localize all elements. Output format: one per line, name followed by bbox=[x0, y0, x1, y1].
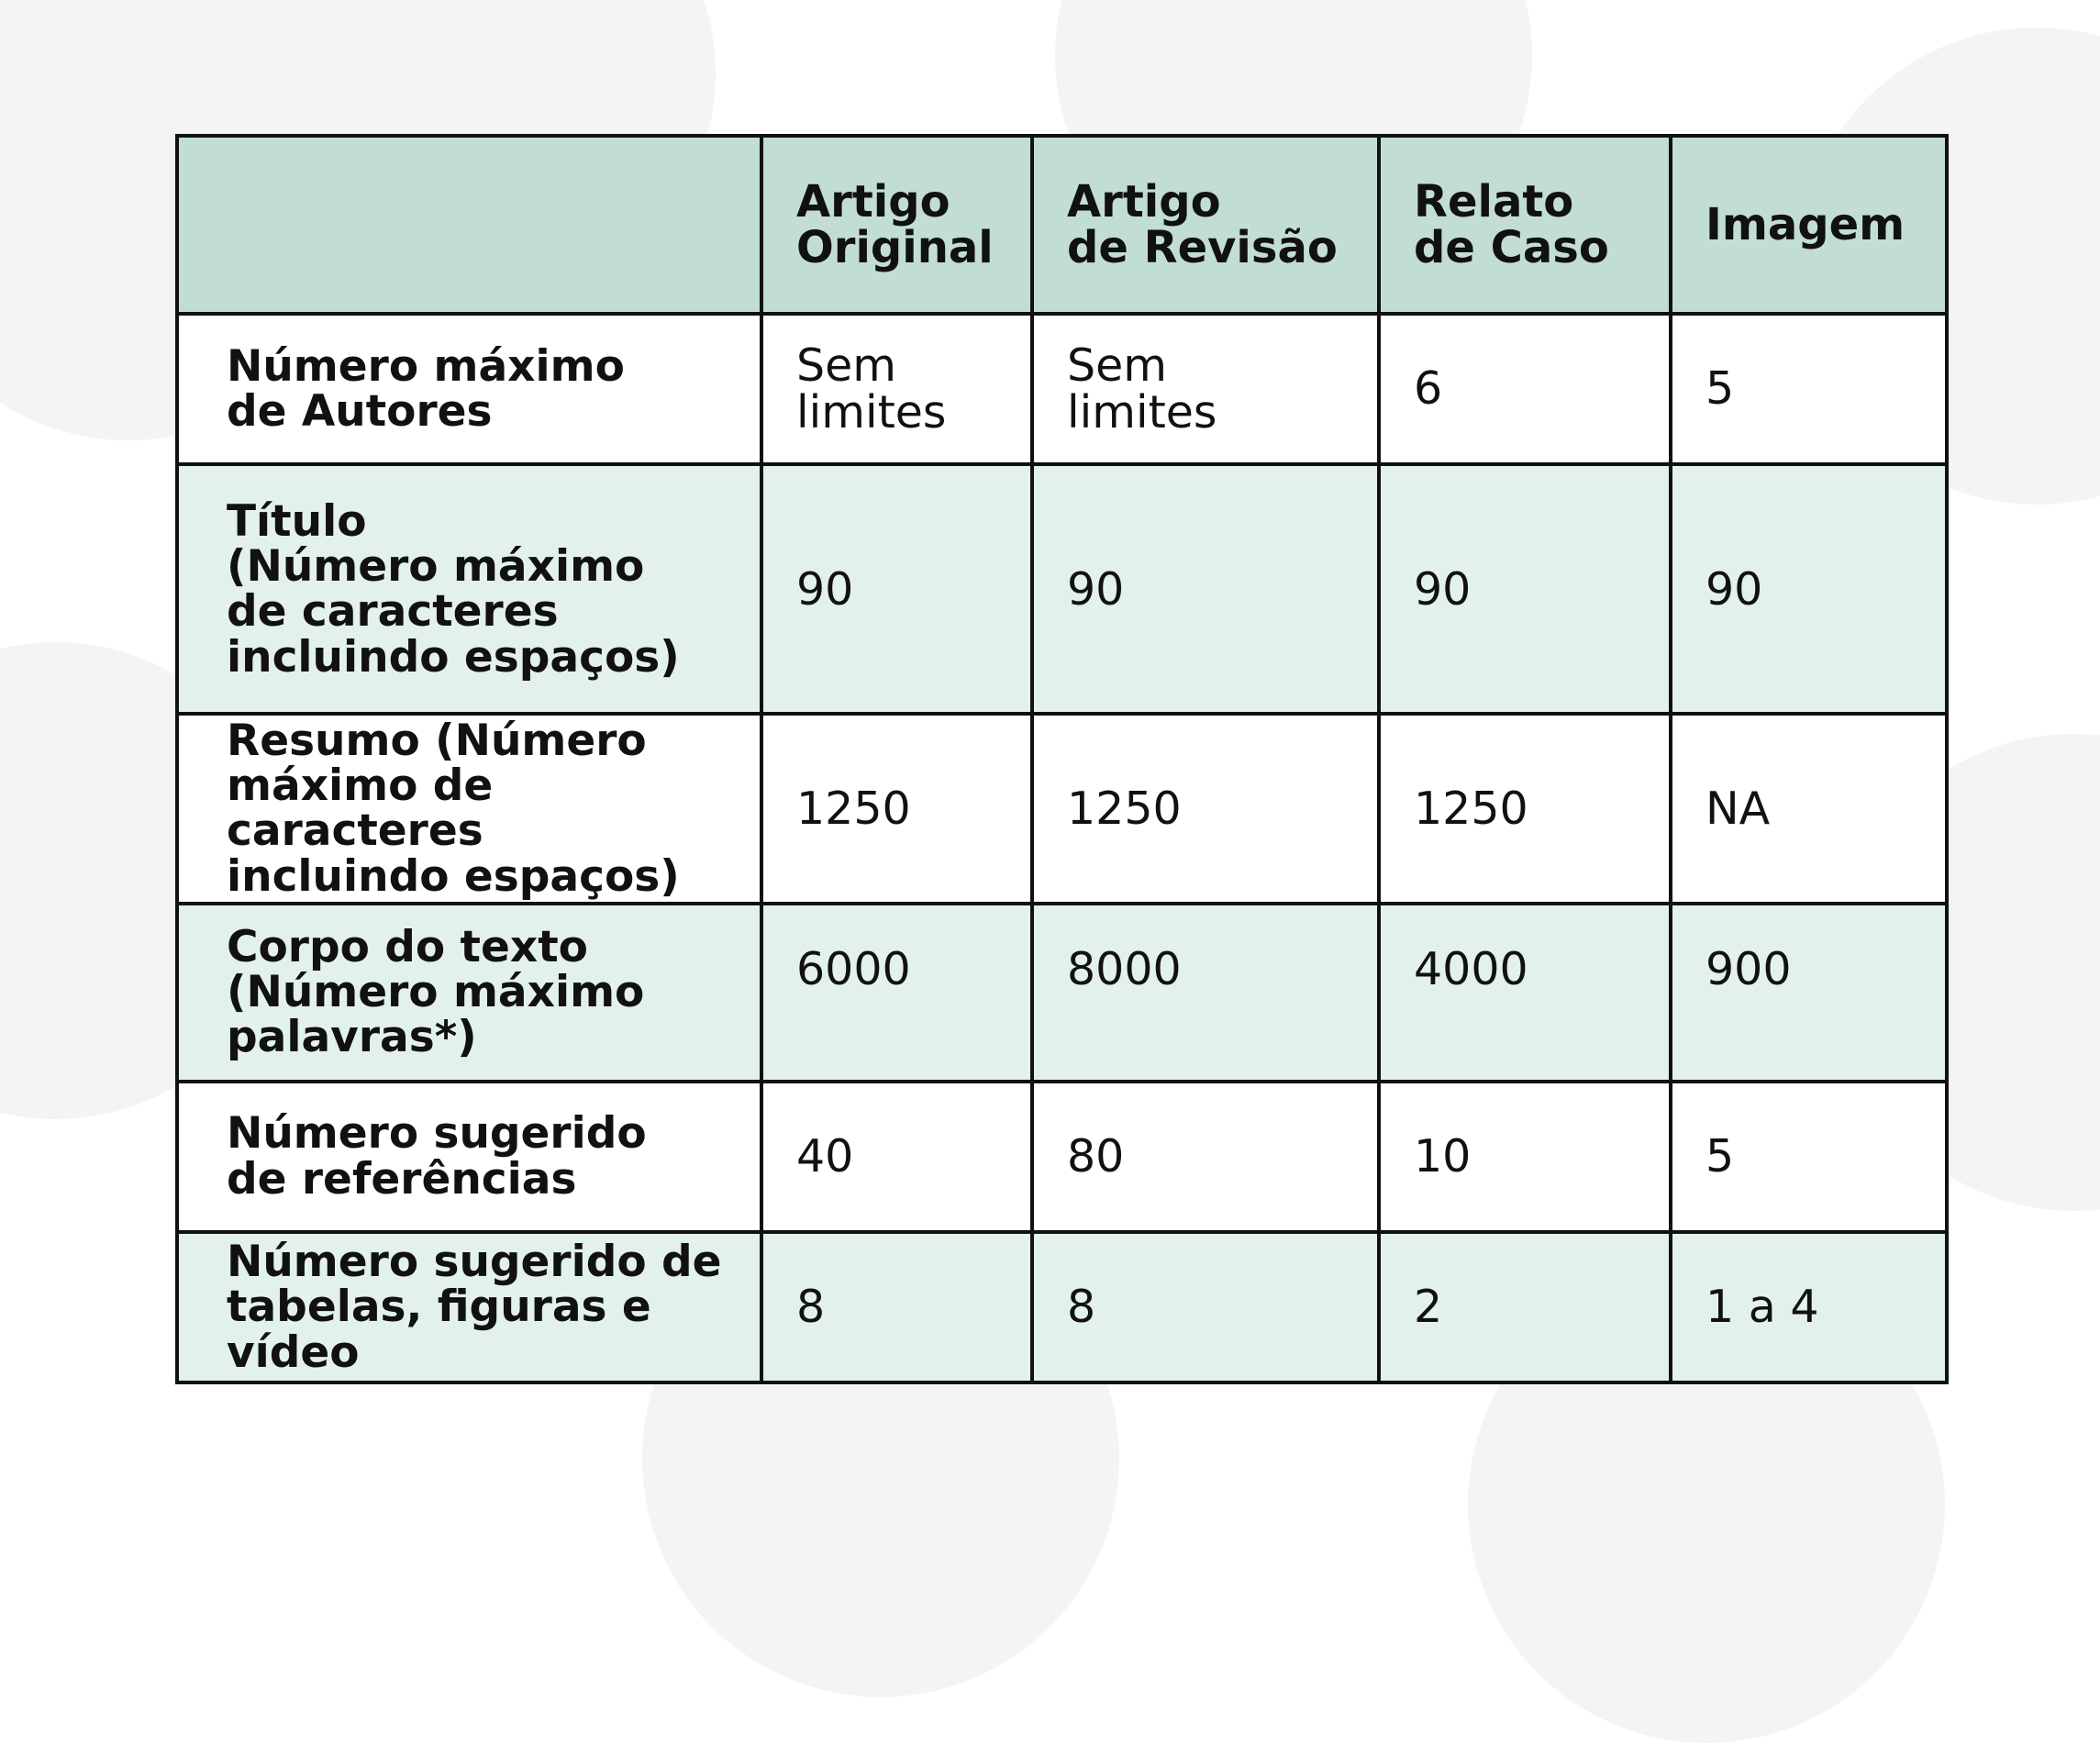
table-cell: 6 bbox=[1379, 314, 1671, 464]
header-empty-cell bbox=[177, 136, 761, 314]
table-cell: Sem limites bbox=[761, 314, 1032, 464]
table-cell: 40 bbox=[761, 1082, 1032, 1232]
table-row bbox=[177, 1232, 1947, 1382]
table-cell: 5 bbox=[1671, 1082, 1947, 1232]
table-row bbox=[177, 714, 1947, 903]
header-artigo-original: Artigo Original bbox=[761, 136, 1032, 314]
table-row bbox=[177, 314, 1947, 464]
table-row bbox=[177, 1082, 1947, 1232]
table-row bbox=[177, 904, 1947, 1082]
header-relato-caso: Relato de Caso bbox=[1379, 136, 1671, 314]
row-label-titulo: Título (Número máximo de caracteres incluindo espaços) bbox=[177, 464, 761, 714]
table-cell: 900 bbox=[1671, 904, 1947, 1082]
header-artigo-revisao: Artigo de Revisão bbox=[1032, 136, 1379, 314]
table-cell: 4000 bbox=[1379, 904, 1671, 1082]
table-cell: 6000 bbox=[761, 904, 1032, 1082]
submission-limits-table bbox=[175, 134, 1949, 1384]
row-label-autores: Número máximo de Autores bbox=[177, 314, 761, 464]
table-cell: 90 bbox=[1032, 464, 1379, 714]
table-cell: NA bbox=[1671, 714, 1947, 903]
table-cell: 5 bbox=[1671, 314, 1947, 464]
table-cell: 8000 bbox=[1032, 904, 1379, 1082]
table-cell: 90 bbox=[1671, 464, 1947, 714]
table-cell: 1250 bbox=[1379, 714, 1671, 903]
row-label-resumo: Resumo (Número máximo de caracteres incluindo espaços) bbox=[177, 714, 761, 903]
table-cell: 1250 bbox=[1032, 714, 1379, 903]
table-cell: 1 a 4 bbox=[1671, 1232, 1947, 1382]
table-cell: 2 bbox=[1379, 1232, 1671, 1382]
table-cell: 90 bbox=[1379, 464, 1671, 714]
row-label-referencias: Número sugerido de referências bbox=[177, 1082, 761, 1232]
table-cell: Sem limites bbox=[1032, 314, 1379, 464]
table-header-row bbox=[177, 136, 1947, 314]
table-cell: 8 bbox=[761, 1232, 1032, 1382]
table-cell: 80 bbox=[1032, 1082, 1379, 1232]
table-cell: 90 bbox=[761, 464, 1032, 714]
table-cell: 1250 bbox=[761, 714, 1032, 903]
table-cell: 8 bbox=[1032, 1232, 1379, 1382]
table-cell: 10 bbox=[1379, 1082, 1671, 1232]
row-label-corpo-texto: Corpo do texto (Número máximo palavras*) bbox=[177, 904, 761, 1082]
header-imagem: Imagem bbox=[1671, 136, 1947, 314]
row-label-tabelas-figuras: Número sugerido de tabelas, figuras e vídeo bbox=[177, 1232, 761, 1382]
table-row bbox=[177, 464, 1947, 714]
